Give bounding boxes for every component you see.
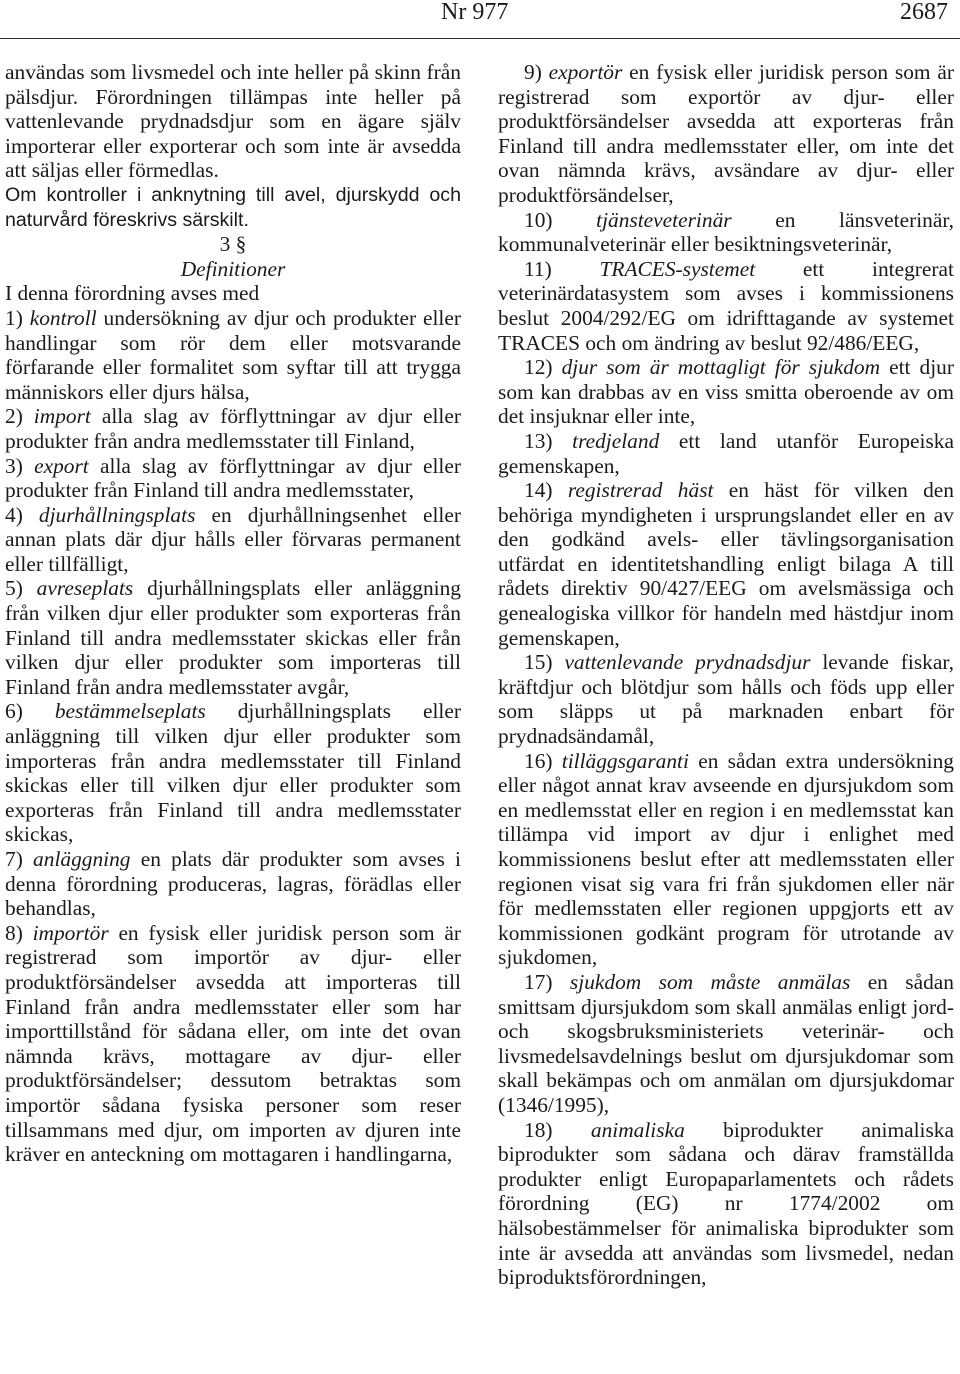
definition-term: tredjeland [572,428,660,453]
definition-term: export [34,453,89,478]
definition-item: 15) vattenlevande prydnadsdjur levande fiskar, kräftdjur och blötdjur som hålls och föds upp eller som släpps ut på marknaden enbart för prydnadsändamål, [498,650,954,749]
definition-item: 17) sjukdom som måste anmälas en sådan smittsam djursjukdom som skall anmälas enligt jord- och skogsbruksministeriets veterinär- och livsmedelsavdelnings beslut om djursjukdomar som skall bekämpas och om anmälan om djursjukdomar (1346/1995), [498,969,954,1117]
definition-item: 5) avreseplats djurhållningsplats eller anläggning från vilken djur eller produkter som exporteras från Finland till andra medlemsstater skickas eller från vilken djur eller produkter som importeras till Finland från andra medlemsstater avgår, [5,576,461,699]
definition-item: 14) registrerad häst en häst för vilken den behöriga myndigheten i ursprungslandet eller en av den godkänd avels- eller tävlingsorganisation utfärdat en identitetshandling enligt bilaga A till rådets direktiv 90/427/EEG om avelsmässiga och genealogiska villkor för handeln med hästdjur inom gemenskapen, [498,478,954,650]
definition-term: avreseplats [36,576,134,601]
definition-item: 7) anläggning en plats där produkter som avses i denna förordning produceras, lagras, förädlas eller behandlas, [5,847,461,921]
right-column [498,60,954,1290]
definition-term: TRACES-systemet [599,256,756,281]
definition-term: tilläggsgaranti [561,748,689,773]
page-header [0,0,960,32]
definition-term: kontroll [29,305,97,330]
section-title: Definitioner [180,256,286,281]
section-number: 3 § [219,232,247,257]
definition-item: 8) importör en fysisk eller juridisk person som är registrerad som importör av djur- eller produktförsändelser avsedda att importeras till Finland från andra medlemsstater eller som har importtillstånd för sådana eller, om inte det ovan nämnda krävs, mottagare av djur- eller produktförsändelser; dessutom betraktas som importör sådana fysiska personer som reser tillsammans med djur, om importen av djuren inte kräver en anteckning om mottagaren i handlingarna, [5,920,461,1167]
page-number: 2687 [900,0,948,25]
statute-number: Nr 977 [441,0,509,25]
definition-item: 10) tjänsteveterinär en länsveterinär, kommunalveterinär eller besiktningsveterinär, [498,207,954,257]
definition-term: djur som är mottagligt för sjukdom [561,355,881,380]
header-rule [0,38,960,39]
definition-term: tjänsteveterinär [596,207,732,232]
definition-term: import [33,404,91,429]
definition-term: exportör [548,60,623,84]
definition-term: vattenlevande prydnadsdjur [564,650,811,675]
definition-item: 11) TRACES-systemet ett integrerat veterinärdatasystem som avses i kommissionens beslut 2004/292/EG om idrifttagande av systemet TRACES och om ändring av beslut 92/486/EEG, [498,256,954,355]
definition-term: registrerad häst [567,478,714,503]
definition-item: 9) exportör en fysisk eller juridisk person som är registrerad som exportör av djur- eller produktförsändelser avsedda att exporteras från Finland till andra medlemsstater eller, om inte det ovan nämnda krävs, avsändare av djur- eller produktförsändelser, [498,60,955,207]
definition-item: 4) djurhållningsplats en djurhållningsenhet eller annan plats där djur hålls eller förvaras permanent eller tillfälligt, [5,502,461,576]
left-column [5,60,461,1167]
definition-item: 16) tilläggsgaranti en sådan extra undersökning eller något annat krav avseende en djursjukdom som en medlemsstat eller en region i en medlemsstat kan tillämpa vid import av djur i enlighet med kommissionens beslut efter att medlemsstaten eller regionen visat sig vara fri från sjukdomen eller när för medlemsstaten eller regionen uppgjorts ett av kommissionen godkänt program för utrotande av sjukdomen, [498,748,954,970]
definition-item: 3) export alla slag av förflyttningar av djur eller produkter från Finland till andra medlemsstater, [5,453,461,503]
definition-item: 1) kontroll undersökning av djur och produkter eller handlingar som rör dem eller motsvarande förfarande eller formalitet som syftar till att trygga människors eller djurs hälsa, [5,305,461,404]
paragraph: användas som livsmedel och inte heller på skinn från pälsdjur. Förordningen tillämpas inte heller på vattenlevande prydnadsdjur som en ägare själv importerar eller exporterar och som inte är avsedda att säljas eller förmedlas. [5,60,461,183]
definition-term: importör [32,920,109,945]
definition-term: sjukdom som måste anmälas [569,969,851,994]
definition-term: bestämmelseplats [54,699,206,724]
definition-item: 18) animaliska biprodukter animaliska biprodukter som sådana och därav framställda produkter enligt Europaparlamentets och rådets förordning (EG) nr 1774/2002 om hälsobestämmelser för animaliska biprodukter som inte är avsedda att användas som livsmedel, nedan biproduktsförordningen, [498,1117,954,1290]
definition-item: 2) import alla slag av förflyttningar av djur eller produkter från andra medlemsstater till Finland, [5,404,461,453]
definition-term: djurhållningsplats [38,502,196,527]
paragraph-sans: Om kontroller i anknytning till avel, djurskydd och naturvård föreskrivs särskilt. [5,183,461,231]
definition-term: anläggning [33,847,131,871]
definition-item: 13) tredjeland ett land utanför Europeiska gemenskapen, [498,428,954,478]
definitions-intro: I denna förordning avses med [5,281,260,306]
definition-item: 12) djur som är mottagligt för sjukdom ett djur som kan drabbas av en viss smitta oberoende av om det insjuknar eller inte, [498,355,954,429]
definition-item: 6) bestämmelseplats djurhållningsplats eller anläggning till vilken djur eller produkter som importeras från andra medlemsstater till Finland skickas eller till vilken djur eller produkter som exporteras från Finland till andra medlemsstater skickas, [5,699,461,847]
definition-term: animaliska [590,1117,685,1142]
